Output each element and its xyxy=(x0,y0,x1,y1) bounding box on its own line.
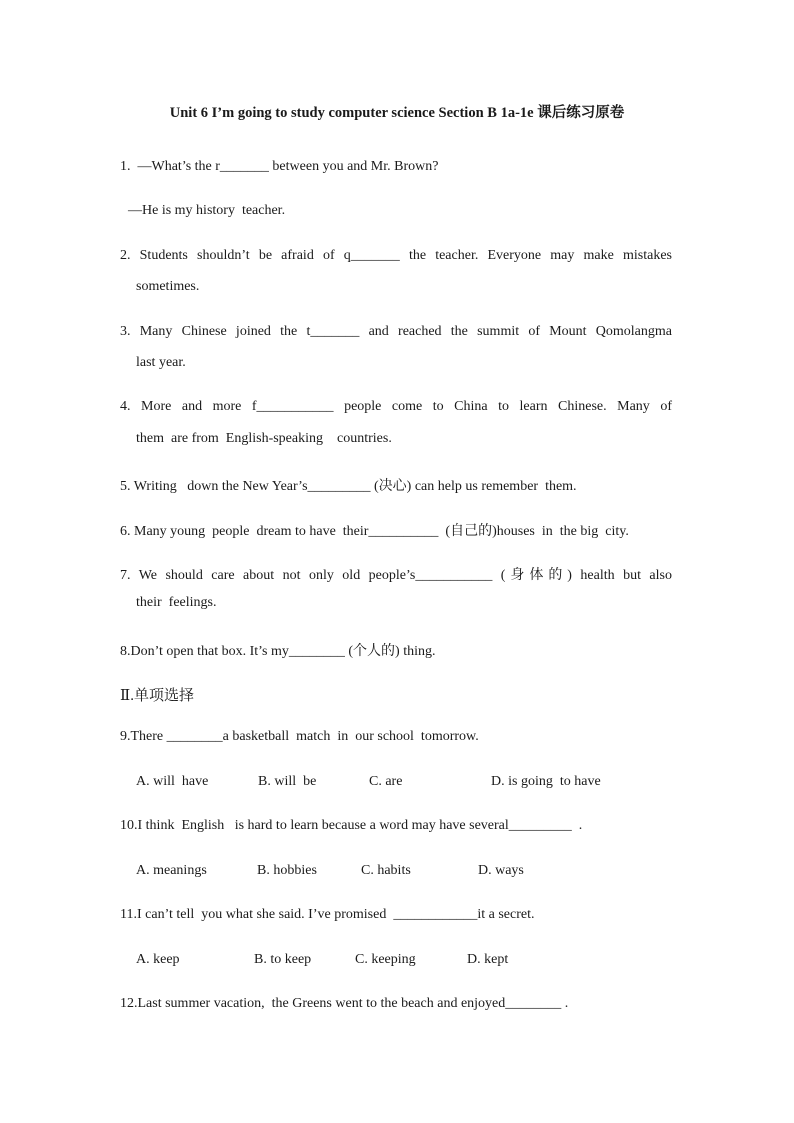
question-4-line-2: them are from English-speaking countries. xyxy=(136,431,392,446)
question-5: 5. Writing down the New Year’s_________ (决心) can help us remember them. xyxy=(120,479,577,494)
document-title: Unit 6 I’m going to study computer science Section B 1a-1e 课后练习原卷 xyxy=(169,105,625,121)
question-11-option-b: B. to keep xyxy=(254,952,312,967)
question-7-line-1: 7. We should care about not only old people’s___________ (身体的) health but also xyxy=(120,568,672,583)
question-11-option-a: A. keep xyxy=(136,952,180,967)
question-1-line-2: —He is my history teacher. xyxy=(128,203,286,218)
question-9-option-b: B. will be xyxy=(258,774,317,789)
question-10-option-d: D. ways xyxy=(478,863,524,878)
question-9-option-d: D. is going to have xyxy=(491,774,601,789)
question-2-line-2: sometimes. xyxy=(136,279,200,294)
section-heading: Ⅱ.单项选择 xyxy=(120,688,194,704)
question-4-line-1: 4. More and more f___________ people come to China to learn Chinese. Many of xyxy=(120,399,672,414)
question-10-option-a: A. meanings xyxy=(136,863,207,878)
question-8: 8.Don’t open that box. It’s my________ (个人的) thing. xyxy=(120,644,436,659)
question-3-line-2: last year. xyxy=(136,355,186,370)
question-9-option-a: A. will have xyxy=(136,774,209,789)
question-11-option-d: D. kept xyxy=(467,952,509,967)
question-1-line-1: 1. —What’s the r_______ between you and Mr. Brown? xyxy=(120,159,439,174)
question-11-option-c: C. keeping xyxy=(355,952,416,967)
question-9-stem: 9.There ________a basketball match in our school tomorrow. xyxy=(120,729,479,744)
question-2-line-1: 2. Students shouldn’t be afraid of q_______ the teacher. Everyone may make mistakes xyxy=(120,248,672,263)
question-10-stem: 10.I think English is hard to learn because a word may have several_________ . xyxy=(120,818,583,833)
question-12-stem: 12.Last summer vacation, the Greens went to the beach and enjoyed________ . xyxy=(120,996,569,1011)
question-10-option-c: C. habits xyxy=(361,863,411,878)
question-10-option-b: B. hobbies xyxy=(257,863,317,878)
question-7-line-2: their feelings. xyxy=(136,595,217,610)
question-9-option-c: C. are xyxy=(369,774,403,789)
question-11-stem: 11.I can’t tell you what she said. I’ve promised ____________it a secret. xyxy=(120,907,535,922)
question-3-line-1: 3. Many Chinese joined the t_______ and reached the summit of Mount Qomolangma xyxy=(120,324,672,339)
question-6: 6. Many young people dream to have their__________ (自己的)houses in the big city. xyxy=(120,524,629,539)
